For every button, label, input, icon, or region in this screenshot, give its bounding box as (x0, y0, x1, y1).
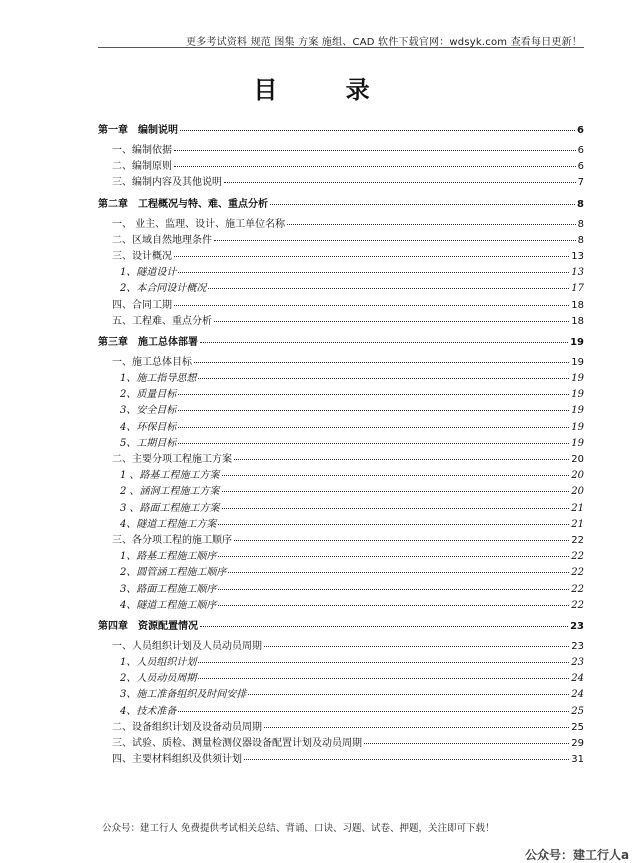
toc-entry-text: 2、本合同设计概况 (120, 283, 207, 295)
toc-page-number: 6 (577, 145, 584, 156)
toc-page-number: 17 (571, 283, 584, 295)
toc-entry-text: 1、人员组织计划 (120, 657, 197, 669)
toc-section[interactable] (98, 452, 584, 468)
toc-dot-leader (364, 743, 569, 744)
toc-dot-leader (180, 130, 575, 131)
toc-subsection[interactable] (98, 403, 584, 419)
toc-page-number: 7 (577, 177, 584, 189)
toc-subsection[interactable] (98, 265, 584, 281)
toc-dot-leader (218, 589, 569, 590)
toc-entry-text: 3、路面工程施工顺序 (120, 583, 217, 595)
toc-page-number: 18 (571, 315, 584, 327)
toc-entry-text: 1、路基工程施工顺序 (120, 551, 217, 563)
toc-page-number: 23 (571, 640, 584, 652)
toc-dot-leader (198, 678, 569, 679)
toc-page-number: 19 (571, 437, 584, 449)
toc-entry-text: 一、施工总体目标 (112, 356, 192, 368)
toc-entry-text: 二、区域自然地理条件 (112, 234, 212, 246)
toc-section[interactable] (98, 736, 584, 752)
toc-dot-leader (198, 378, 569, 379)
toc-entry-text: 三、编制内容及其他说明 (112, 177, 222, 189)
toc-subsection[interactable] (98, 484, 584, 500)
toc-entry-text: 4、技术准备 (120, 705, 177, 717)
toc-entry-text: 1 、路基工程施工方案 (120, 470, 220, 482)
toc-page-number: 19 (570, 336, 584, 348)
toc-section[interactable] (98, 533, 584, 549)
toc-entry-text: 4、环保目标 (120, 421, 177, 433)
toc-page-number: 24 (571, 673, 584, 685)
toc-page-number: 19 (571, 373, 584, 385)
toc-entry-text: 四、主要材料组织及供须计划 (112, 754, 242, 766)
toc-subsection[interactable] (98, 281, 584, 297)
toc-dot-leader (178, 443, 569, 444)
toc-entry-text: 3、安全目标 (120, 405, 177, 417)
toc-page-number: 21 (571, 518, 584, 530)
watermark: 公众号：建工行人a (525, 848, 630, 862)
toc-dot-leader (178, 711, 569, 712)
toc-entry-text: 四、合同工期 (112, 299, 172, 311)
toc-entry-text: 第二章 工程概况与特、难、重点分析 (98, 198, 268, 210)
toc-section[interactable] (98, 298, 584, 314)
toc-chapter[interactable] (98, 196, 584, 213)
toc-dot-leader (228, 572, 569, 573)
toc-chapter[interactable] (98, 122, 584, 139)
toc-section[interactable] (98, 355, 584, 371)
page-header: 更多考试资料 规范 图集 方案 施组、CAD 软件下载官网：wdsyk.com 查看每日更新！ (186, 37, 582, 48)
toc-subsection[interactable] (98, 687, 584, 703)
toc-section[interactable] (98, 249, 584, 265)
toc-page-number: 23 (570, 620, 584, 632)
toc-subsection[interactable] (98, 436, 584, 452)
toc-dot-leader (178, 394, 569, 395)
toc-entry-text: 一、 业主、监理、设计、施工单位名称 (112, 218, 286, 230)
toc-subsection[interactable] (98, 517, 584, 533)
toc-dot-leader (264, 727, 569, 728)
toc-page-number: 29 (571, 738, 584, 749)
toc-section[interactable] (98, 217, 584, 233)
toc-section[interactable] (98, 314, 584, 330)
toc-dot-leader (174, 166, 576, 167)
toc-entry-text: 4、隧道工程施工顺序 (120, 599, 217, 611)
toc-page-number: 20 (571, 454, 584, 465)
toc-page-number: 13 (571, 250, 584, 262)
toc-dot-leader (234, 540, 569, 541)
toc-subsection[interactable] (98, 565, 584, 581)
toc-dot-leader (234, 459, 569, 460)
toc-entry-text: 第四章 资源配置情况 (98, 620, 198, 632)
toc-entry-text: 2、质量目标 (120, 389, 177, 401)
toc-page-number: 6 (577, 125, 584, 136)
toc-page-number: 22 (571, 567, 584, 579)
toc-dot-leader (222, 491, 570, 492)
toc-entry-text: 二、设备组织计划及设备动员周期 (112, 721, 262, 733)
toc-section[interactable] (98, 720, 584, 736)
toc-dot-leader (200, 342, 568, 343)
toc-dot-leader (200, 626, 568, 627)
toc-page-number: 19 (571, 389, 584, 401)
toc-dot-leader (287, 224, 575, 225)
toc-page-number: 25 (571, 721, 584, 733)
toc-page-number: 6 (577, 161, 584, 173)
toc-page-number: 31 (571, 754, 584, 766)
toc-dot-leader (174, 305, 569, 306)
toc-dot-leader (174, 150, 576, 151)
toc-page-number: 8 (577, 234, 584, 246)
toc-dot-leader (270, 204, 575, 205)
toc-entry-text: 五、工程难、重点分析 (112, 315, 212, 327)
toc-section[interactable] (98, 175, 584, 191)
toc-entry-text: 二、主要分项工程施工方案 (112, 454, 232, 465)
toc-page-number: 22 (571, 534, 584, 546)
toc-subsection[interactable] (98, 582, 584, 598)
toc-chapter[interactable] (98, 334, 584, 351)
toc-entry-text: 3、施工准备组织及时间安排 (120, 689, 247, 701)
toc-dot-leader (214, 321, 569, 322)
toc-entry-text: 1、隧道设计 (120, 267, 177, 279)
toc-entry-text: 三、试验、质检、测量检测仪器设备配置计划及动员周期 (112, 738, 362, 749)
toc-entry-text: 1、施工指导思想 (120, 373, 197, 385)
toc-page-number: 19 (571, 405, 584, 417)
toc-dot-leader (218, 605, 569, 606)
toc-page-number: 22 (571, 583, 584, 595)
toc-dot-leader (222, 508, 570, 509)
toc-entry-text: 三、设计概况 (112, 250, 172, 262)
toc-dot-leader (178, 410, 569, 411)
toc-page-number: 19 (571, 356, 584, 368)
toc-entry-text: 2、人员动员周期 (120, 673, 197, 685)
toc-entry-text: 5、工期目标 (120, 437, 177, 449)
toc-page-number: 18 (571, 299, 584, 311)
toc-entry-text: 一、编制依据 (112, 145, 172, 156)
toc-dot-leader (224, 182, 576, 183)
toc-dot-leader (194, 362, 569, 363)
toc-dot-leader (178, 427, 569, 428)
toc-entry-text: 2 、涵洞工程施工方案 (120, 486, 220, 498)
toc-page-number: 21 (571, 502, 584, 514)
toc-page-number: 22 (571, 551, 584, 563)
toc-entry-text: 第一章 编制说明 (98, 125, 178, 136)
toc-section[interactable] (98, 639, 584, 655)
toc-dot-leader (218, 556, 569, 557)
toc-page-number: 25 (571, 705, 584, 717)
toc-page-number: 24 (571, 689, 584, 701)
toc-entry-text: 一、人员组织计划及人员动员周期 (112, 640, 262, 652)
toc-dot-leader (178, 272, 569, 273)
toc-section[interactable] (98, 143, 584, 159)
toc-dot-leader (248, 694, 569, 695)
toc-page-number: 13 (571, 267, 584, 279)
toc-page-number: 8 (577, 198, 584, 210)
page-footer: 公众号：建工行人 免费提供考试相关总结、背诵、口诀、习题、试卷、押题，关注即可下载！ (102, 823, 495, 834)
toc-page-number: 19 (571, 421, 584, 433)
toc-subsection[interactable] (98, 671, 584, 687)
toc-dot-leader (264, 646, 569, 647)
toc-dot-leader (244, 759, 569, 760)
toc-subsection[interactable] (98, 420, 584, 436)
toc-subsection[interactable] (98, 704, 584, 720)
toc-subsection[interactable] (98, 549, 584, 565)
toc-entry-text: 二、编制原则 (112, 161, 172, 173)
toc-subsection[interactable] (98, 468, 584, 484)
toc-page-number: 23 (571, 657, 584, 669)
toc-dot-leader (214, 240, 576, 241)
toc-dot-leader (198, 662, 569, 663)
toc-subsection[interactable] (98, 598, 584, 614)
header-rule (98, 47, 584, 48)
toc-page-number: 8 (577, 218, 584, 230)
toc-section[interactable] (98, 159, 584, 175)
table-of-contents (98, 118, 584, 768)
toc-dot-leader (174, 256, 569, 257)
toc-entry-text: 3 、路面工程施工方案 (120, 502, 220, 514)
toc-page-number: 22 (571, 599, 584, 611)
toc-section[interactable] (98, 233, 584, 249)
toc-subsection[interactable] (98, 371, 584, 387)
toc-entry-text: 第三章 施工总体部署 (98, 336, 198, 348)
toc-dot-leader (208, 288, 569, 289)
toc-title: 目 录 (253, 75, 400, 104)
toc-subsection[interactable] (98, 655, 584, 671)
toc-page-number: 20 (571, 470, 584, 482)
toc-subsection[interactable] (98, 501, 584, 517)
toc-dot-leader (222, 475, 570, 476)
toc-entry-text: 4、隧道工程施工方案 (120, 518, 217, 530)
toc-section[interactable] (98, 752, 584, 768)
toc-page-number: 20 (571, 486, 584, 498)
toc-chapter[interactable] (98, 618, 584, 635)
toc-dot-leader (218, 524, 569, 525)
toc-entry-text: 2、圆管涵工程施工顺序 (120, 567, 227, 579)
toc-subsection[interactable] (98, 387, 584, 403)
toc-entry-text: 三、各分项工程的施工顺序 (112, 534, 232, 546)
